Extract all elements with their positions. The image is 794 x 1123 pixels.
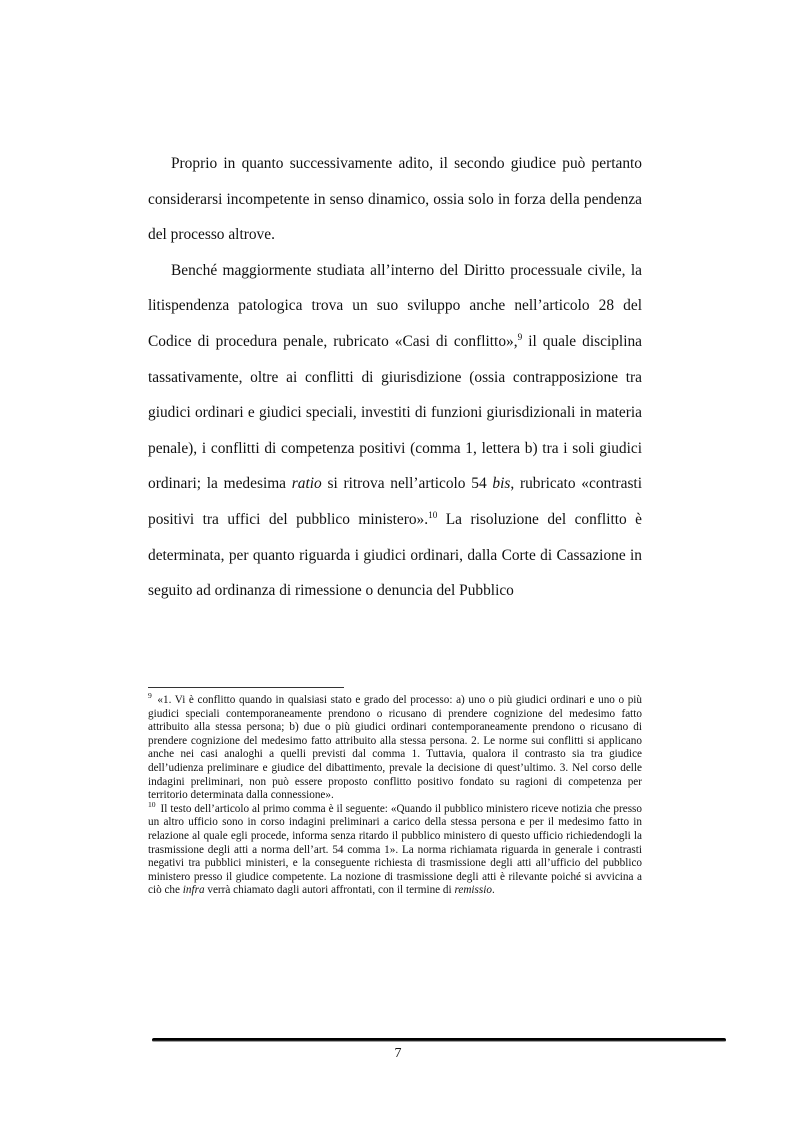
- paragraph-2: Benché maggiormente studiata all’interno del Diritto processuale civile, la litispendenza patologica trova un suo sviluppo anche nell’articolo 28 del Codice di procedura penale, rubricato «Casi di conflitto»,$^9$ il quale disciplina tassativamente, oltre ai conflitti di giurisdizione (ossia contrapposizione tra giudici ordinari e giudici speciali, investiti di funzioni giurisdizionali in materia penale), i conflitti di competenza positivi (comma 1, lettera b) tra i soli giudici ordinari; la medesima ratio si ritrova nell’articolo 54 bis, rubricato «contrasti positivi tra uffici del pubblico ministero».$^{10}$ La risoluzione del conflitto è determinata, per quanto riguarda i giudici ordinari, dalla Corte di Cassazione in seguito ad ordinanza di rimessione o denuncia del Pubblico: [148, 261, 643, 600]
- page-number: 7: [394, 1046, 402, 1061]
- footnote-10: $^{10}$ Il testo dell’articolo al primo comma è il seguente: «Quando il pubblico ministero riceve notizia che presso un altro ufficio sono in corso indagini preliminari a carico della stessa persona e per il medesimo fatto in relazione al quale egli procede, informa senza ritardo il pubblico ministero di questo ufficio richiedendogli la trasmissione degli atti a norma dell’art. 54 comma 1». La norma richiamata riguarda in generale i contrasti negativi tra pubblici ministeri, e la conseguente richiesta di trasmissione degli atti all’ufficio del pubblico ministero presso il giudice competente. La nozione di trasmissione degli atti è rilevante poiché si avvicina a ciò che infra verrà chiamato dagli autori affrontati, con il termine di remissio.: [148, 800, 642, 897]
- footnotes: [148, 691, 642, 898]
- footnote-ref-9[interactable]: 9: [517, 331, 523, 342]
- footnote-9: $^9$ «1. Vi è conflitto quando in qualsiasi stato e grado del processo: a) uno o più giudici ordinari e uno o più giudici speciali contemporaneamente prendono o ricusano di prendere cognizione del medesimo fatto attribuito alla stessa persona; b) due o più giudici ordinari contemporaneamente prendono o ricusano di prendere cognizione del medesimo fatto attribuito alla stessa persona. 2. Le norme sui conflitti si applicano anche nei casi analoghi a quelli previsti dal comma 1. Tuttavia, qualora il contrasto sia tra giudice dell’udienza preliminare e giudice del dibattimento, prevale la decisione di quest’ultimo. 3. Nel corso delle indagini preliminari, non può essere proposto conflitto positivo fondato su ragioni di competenza per territorio determinata dalla connessione».: [148, 691, 642, 802]
- body-text: [148, 146, 642, 609]
- footnote-ref-10[interactable]: 10: [428, 509, 438, 520]
- footer-rule: [152, 1038, 726, 1042]
- paragraph-1: Proprio in quanto successivamente adito, il secondo giudice può pertanto considerarsi incompetente in senso dinamico, ossia solo in forza della pendenza del processo altrove.: [148, 155, 642, 244]
- footnote-separator: [148, 687, 344, 688]
